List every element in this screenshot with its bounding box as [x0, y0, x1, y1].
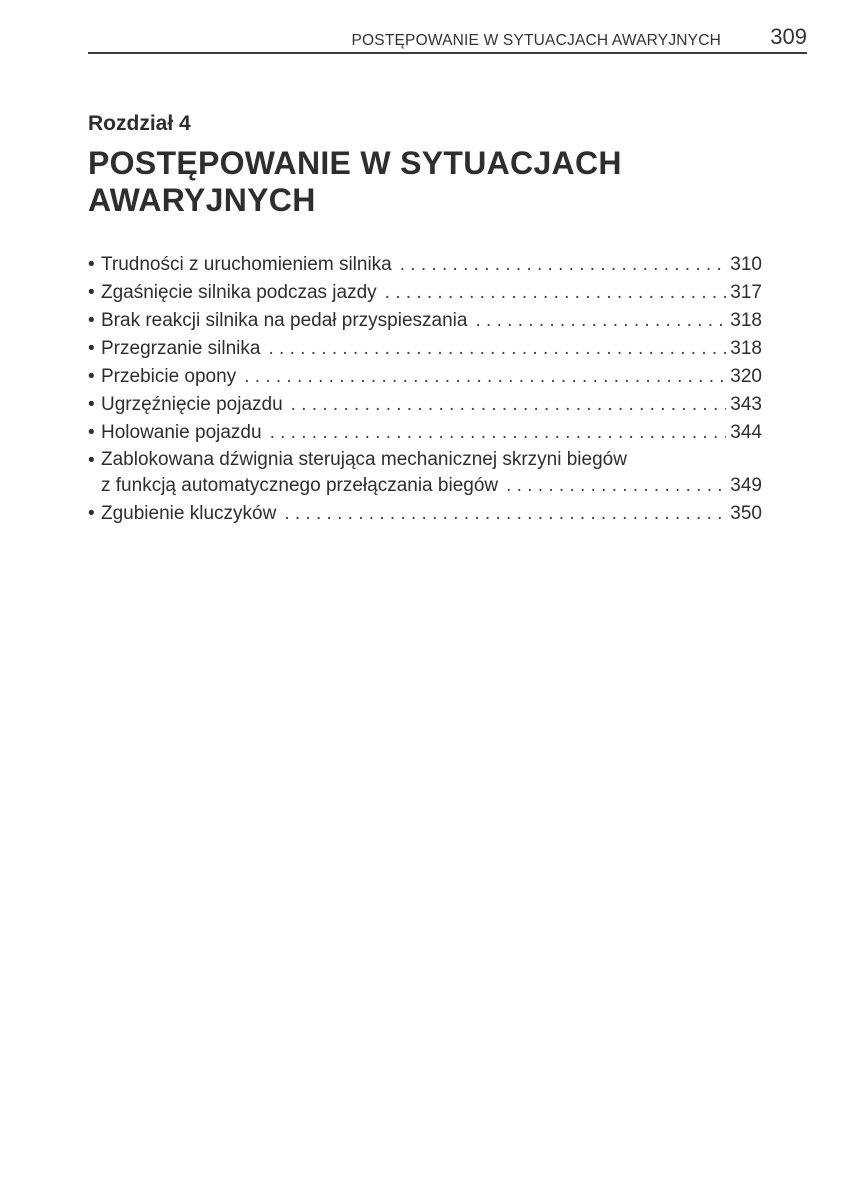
toc-item-overheating[interactable]: [88, 335, 762, 363]
dot-leader: [400, 251, 727, 279]
dot-leader: [244, 363, 726, 391]
toc-item-label: Ugrzęźnięcie pojazdu: [101, 394, 283, 415]
toc-item-page: 344: [730, 422, 762, 443]
toc-item-page: 320: [730, 366, 762, 387]
toc-item-page: 350: [730, 503, 762, 524]
bullet-icon: •: [88, 366, 95, 387]
toc-item-page: 343: [730, 394, 762, 415]
bullet-icon: •: [88, 394, 95, 415]
toc-item-label: Zgaśnięcie silnika podczas jazdy: [101, 282, 377, 303]
toc-item-label-line2: z funkcją automatycznego przełączania biegów: [101, 475, 499, 496]
dot-leader: [506, 472, 726, 500]
toc-item-page: 310: [730, 254, 762, 275]
running-header: [88, 26, 807, 54]
toc-item-starting-problems[interactable]: [88, 251, 762, 279]
toc-item-engine-stall[interactable]: [88, 279, 762, 307]
toc-item-accelerator-no-response[interactable]: [88, 307, 762, 335]
chapter-title-line1: POSTĘPOWANIE W SYTUACJACH: [88, 145, 622, 181]
toc-item-label-line1: Zablokowana dźwignia sterująca mechanicznej skrzyni biegów: [101, 449, 627, 470]
dot-leader: [385, 279, 727, 307]
toc-item-label: Przebicie opony: [101, 366, 237, 387]
toc-item-label: Przegrzanie silnika: [101, 338, 261, 359]
chapter-title-line2: AWARYJNYCH: [88, 182, 316, 218]
dot-leader: [270, 419, 727, 447]
bullet-icon: •: [88, 254, 95, 275]
running-header-title: POSTĘPOWANIE W SYTUACJACH AWARYJNYCH: [351, 32, 721, 49]
bullet-icon: •: [88, 310, 95, 331]
dot-leader: [475, 307, 726, 335]
toc-item-lost-keys[interactable]: [88, 500, 762, 528]
toc-item-page: 318: [730, 338, 762, 359]
page-number: 309: [770, 24, 807, 49]
toc-item-page: 318: [730, 310, 762, 331]
toc-item-label: Zgubienie kluczyków: [101, 503, 277, 524]
dot-leader: [268, 335, 726, 363]
toc-item-towing[interactable]: [88, 419, 762, 447]
toc-item-label: Brak reakcji silnika na pedał przyspieszania: [101, 310, 468, 331]
toc-item-locked-shift-lever[interactable]: [88, 447, 762, 500]
toc-item-page: 349: [730, 475, 762, 496]
toc-item-flat-tire[interactable]: [88, 363, 762, 391]
toc-item-label: Trudności z uruchomieniem silnika: [101, 254, 392, 275]
bullet-icon: •: [88, 503, 95, 524]
table-of-contents: [88, 251, 762, 528]
bullet-icon: •: [88, 422, 95, 443]
dot-leader: [291, 391, 727, 419]
dot-leader: [284, 500, 726, 528]
toc-item-vehicle-stuck[interactable]: [88, 391, 762, 419]
toc-item-label: Holowanie pojazdu: [101, 422, 262, 443]
bullet-icon: •: [88, 450, 95, 471]
toc-item-page: 317: [730, 282, 762, 303]
bullet-icon: •: [88, 338, 95, 359]
chapter-label: Rozdział 4: [88, 112, 191, 135]
chapter-title: [88, 145, 788, 219]
bullet-icon: •: [88, 282, 95, 303]
